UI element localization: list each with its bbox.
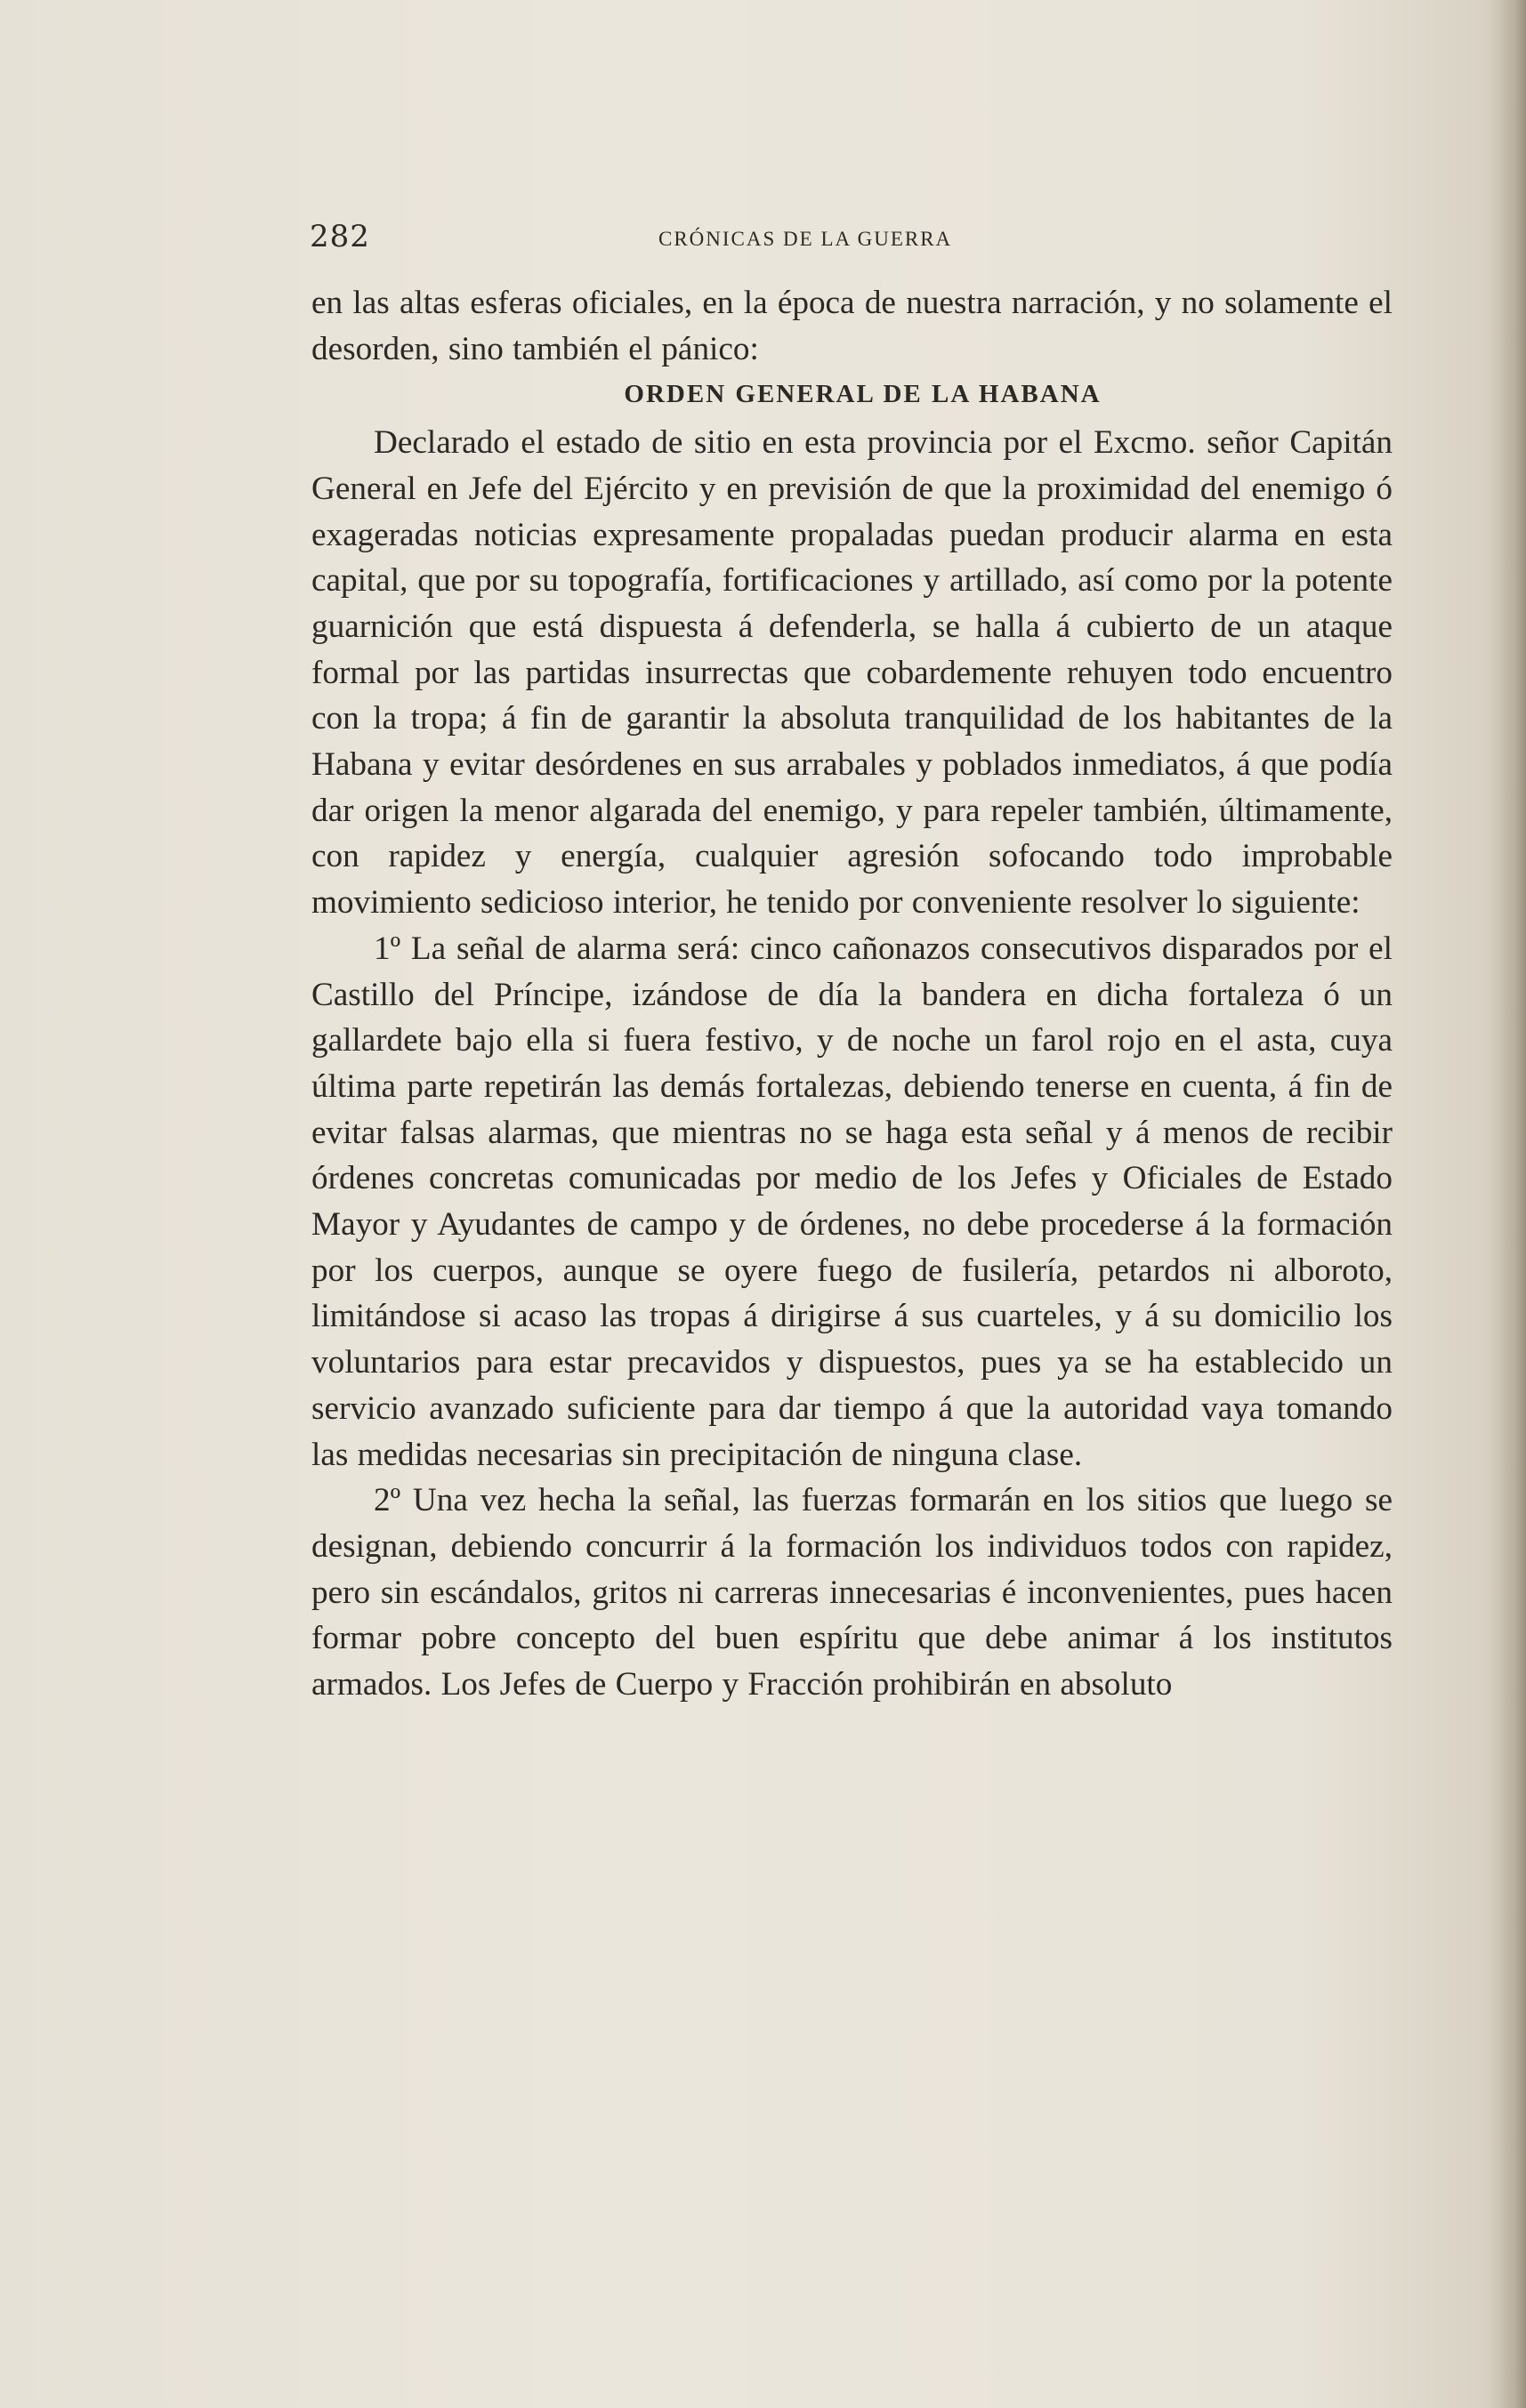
page-edge-shadow <box>1490 0 1526 2408</box>
page-number: 282 <box>310 219 370 254</box>
section-heading: ORDEN GENERAL DE LA HABANA <box>624 380 1102 409</box>
intro-paragraph: en las altas esferas oficiales, en la época de nuestra narración, y no solamente el desorden, sino también el pánico: <box>311 285 1393 367</box>
paragraph-article-2: 2º Una vez hecha la señal, las fuerzas formarán en los sitios que luego se designan, debiendo concurrir á la formación los individuos todos con rapidez, pero sin escándalos, gritos ni carreras innecesarias é inconvenientes, pues hacen formar pobre concepto del buen espíritu que debe animar á los institutos armados. Los Jefes de Cuerpo y Fracción prohibirán en absoluto <box>311 1482 1393 1703</box>
page-body <box>311 280 1393 1708</box>
paragraph-declaration: Declarado el estado de sitio en esta provincia por el Excmo. señor Capitán General en Jefe del Ejército y en previsión de que la proximidad del enemigo ó exageradas noticias expresamente propaladas puedan producir alarma en esta capital, que por su topografía, fortificaciones y artillado, así como por la potente guarnición que está dispuesta á defenderla, se halla á cubierto de un ataque formal por las partidas insurrectas que cobardemente rehuyen todo encuentro con la tropa; á fin de garantir la absoluta tranquilidad de los habitantes de la Habana y evitar desórdenes en sus arrabales y poblados inmediatos, á que podía dar origen la menor algarada del enemigo, y para repeler también, últimamente, con rapidez y energía, cualquier agresión sofocando todo improbable movimiento sedicioso interior, he tenido por conveniente resolver lo siguiente: <box>311 424 1393 922</box>
page-header <box>310 219 1199 263</box>
paragraph-article-1: 1º La señal de alarma será: cinco cañonazos consecutivos disparados por el Castillo del Príncipe, izándose de día la bandera en dicha fortaleza ó un gallardete bajo ella si fuera festivo, y de noche un farol rojo en el asta, cuya última parte repetirán las demás fortalezas, debiendo tenerse en cuenta, á fin de evitar falsas alarmas, que mientras no se haga esta señal y á menos de recibir órdenes concretas comunicadas por medio de los Jefes y Oficiales de Estado Mayor y Ayudantes de campo y de órdenes, no debe procederse á la formación por los cuerpos, aunque se oyere fuego de fusilería, petardos ni alboroto, limitándose si acaso las tropas á dirigirse á sus cuarteles, y á su domicilio los voluntarios para estar precavidos y dispuestos, pues ya se ha establecido un servicio avanzado suficiente para dar tiempo á que la autoridad vaya tomando las medidas necesarias sin precipitación de ninguna clase. <box>311 930 1393 1473</box>
running-head: CRÓNICAS DE LA GUERRA <box>658 228 953 250</box>
